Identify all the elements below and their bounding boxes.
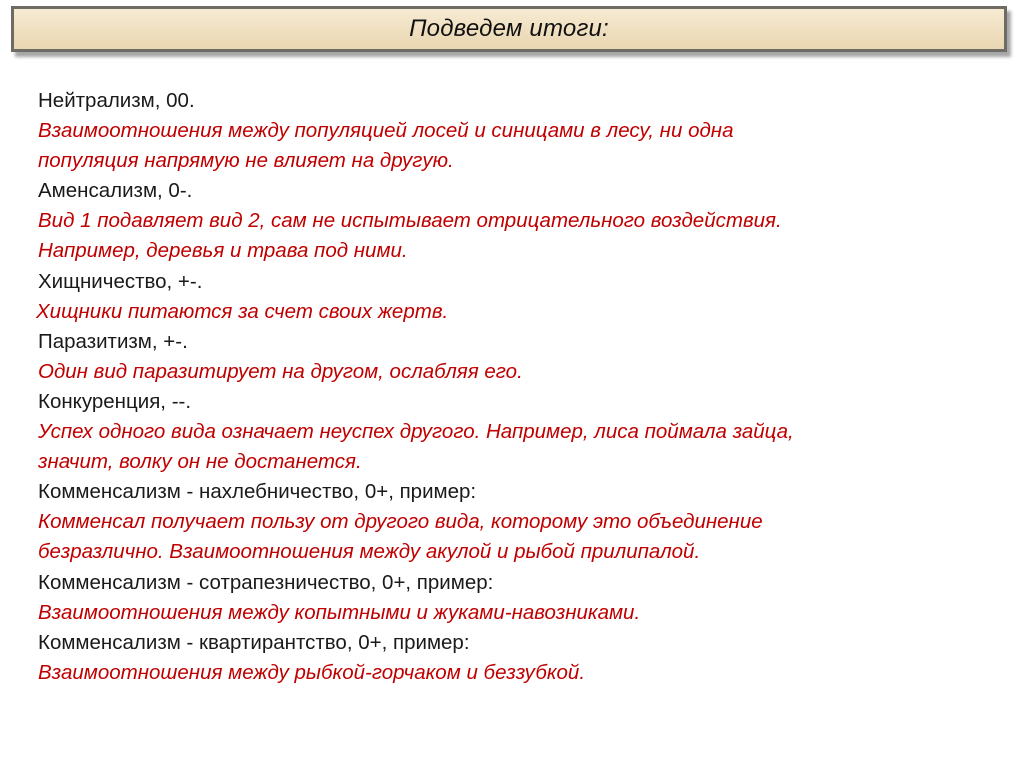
description-line: Взаимоотношения между популяцией лосей и синицами в лесу, ни одна [38,119,734,143]
summary-list [38,86,998,688]
description-line: безразлично. Взаимоотношения между акулой и рыбой прилипалой. [38,540,701,564]
description-line: Например, деревья и трава под ними. [38,239,408,263]
term-line: Нейтрализм, 00. [38,89,195,112]
description-line: Комменсал получает пользу от другого вида, которому это объединение [38,510,763,534]
description-line: Хищники питаются за счет своих жертв. [36,299,449,323]
term-line: Комменсализм - нахлебничество, 0+, пример: [38,480,477,504]
term-line: Комменсализм - сотрапезничество, 0+, пример: [38,570,494,594]
term-line: Конкуренция, --. [38,389,192,413]
title-banner [11,6,1007,52]
description-line: Успех одного вида означает неуспех другого. Например, лиса поймала зайца, [38,420,794,444]
term-line: Аменсализм, 0-. [38,179,193,203]
description-line: Один вид паразитирует на другом, ослабляя его. [38,359,523,383]
term-line: Хищничество, +-. [38,269,203,293]
description-line: Взаимоотношения между копытными и жуками-навозниками. [38,600,641,624]
term-line: Паразитизм, +-. [38,329,188,353]
description-line: Взаимоотношения между рыбкой-горчаком и беззубкой. [38,660,586,684]
description-line: популяция напрямую не влияет на другую. [38,149,454,173]
slide-title: Подведем итоги: [409,15,609,42]
description-line: значит, волку он не достанется. [38,450,362,474]
term-line: Комменсализм - квартирантство, 0+, пример: [38,630,470,654]
description-line: Вид 1 подавляет вид 2, сам не испытывает отрицательного воздействия. [38,209,782,233]
